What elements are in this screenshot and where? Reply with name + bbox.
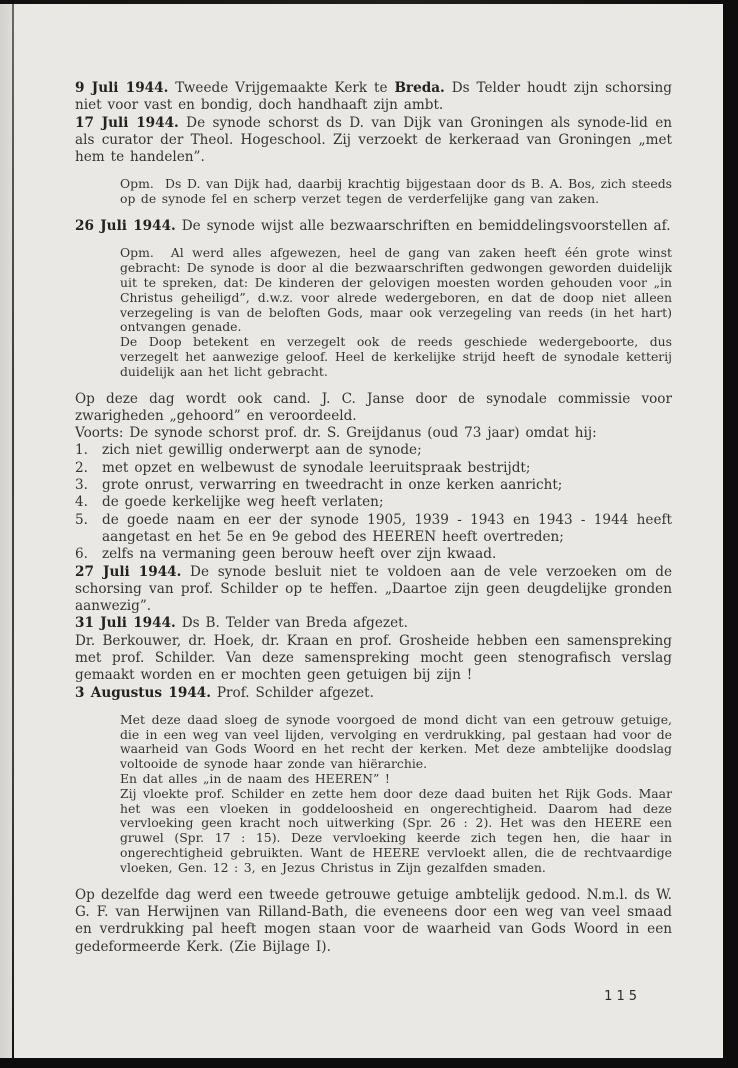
- paragraph: Opm. Al werd alles afgewezen, heel de gang van zaken heeft één grote winst gebracht: De synode is door al die bezwaarschriften gedwongen geworden duidelijk uit te spreken, dat: De kinderen der gelovigen moesten worden gehouden voor „in Christus geheiligd”, d.w.z. voor alrede wedergeboren, en dat de doop niet alleen verzegeling is van de beloften Gods, maar ook verzegeling van reeds (in het hart) ontvangen genade.: [120, 245, 672, 335]
- paragraph: Op dezelfde dag werd een tweede getrouwe getuige ambtelijk gedood. N.m.l. ds W. G. F. van Herwijnen van Rilland-Bath, die eveneens door een weg van veel smaad en verdrukking pal heeft mogen staan voor de waarheid van Gods Woord in een gedeformeerde Kerk. (Zie Bijlage I).: [75, 886, 672, 955]
- paragraph: De Doop betekent en verzegelt ook de reeds geschiede wedergeboorte, dus verzegelt het aanwezige geloof. Heel de kerkelijke strijd heeft de synodale ketterij duidelijk aan het licht gebracht.: [120, 334, 672, 379]
- list-text: met opzet en welbewust de synodale leeruitspraak bestrijdt;: [102, 459, 531, 476]
- page-content: [75, 80, 672, 1005]
- paragraph-block: [75, 218, 672, 235]
- list-number: 3.: [75, 477, 88, 494]
- paragraph-block: [75, 887, 672, 956]
- paragraph-block: [75, 391, 672, 426]
- page-number: 115: [604, 988, 641, 1004]
- note-block: [120, 246, 672, 379]
- paragraph: Dr. Berkouwer, dr. Hoek, dr. Kraan en prof. Grosheide hebben een samenspreking met prof. Schilder. Van deze samenspreking mocht geen stenografisch verslag gemaakt worden en er mochten geen getuigen bij zijn !: [75, 632, 672, 684]
- scan-left-margin-strip: [0, 0, 12, 1068]
- paragraph: Zij vloekte prof. Schilder en zette hem door deze daad buiten het Rijk Gods. Maar het was een vloeken in goddeloosheid en ongerechtigheid. Daarom had deze vervloeking geen kracht noch uitwerking (Spr. 26 : 2). Het was den HEERE een gruwel (Spr. 17 : 15). Deze vervloeking keerde zich tegen hen, die haar in ongerechtigheid gebruikten. Want de HEERE vervloekt allen, die de rechtvaardige vloeken, Gen. 12 : 3, en Jezus Christus in Zijn gezalfden smaden.: [120, 785, 672, 875]
- list-item: [75, 546, 672, 563]
- list-item: [75, 494, 672, 511]
- paragraph: Opm. Ds D. van Dijk had, daarbij krachtig bijgestaan door ds B. A. Bos, zich steeds op de synode fel en scherp verzet tegen de verderfelijke gang van zaken.: [120, 176, 672, 207]
- list-text: zelfs na vermaning geen berouw heeft over zijn kwaad.: [102, 546, 497, 563]
- paragraph: 9 Juli 1944. Tweede Vrijgemaakte Kerk te Breda. Ds Telder houdt zijn schorsing niet voor vast en bondig, doch handhaaft zijn ambt.: [75, 80, 672, 114]
- scan-edge-top: [0, 0, 738, 4]
- page-edge-left-line: [12, 0, 14, 1068]
- list-item: [75, 477, 672, 494]
- paragraph: Voorts: De synode schorst prof. dr. S. Greijdanus (oud 73 jaar) omdat hij:: [75, 425, 597, 442]
- list-number: 6.: [75, 546, 88, 563]
- paragraph: En dat alles „in de naam des HEEREN” !: [120, 771, 390, 787]
- list-text: grote onrust, verwarring en tweedracht in onze kerken aanricht;: [102, 477, 563, 494]
- list-text: zich niet gewillig onderwerpt aan de synode;: [102, 442, 422, 459]
- paragraph: 31 Juli 1944. Ds B. Telder van Breda afgezet.: [75, 615, 408, 632]
- note-block: [120, 177, 672, 207]
- paragraph: 17 Juli 1944. De synode schorst ds D. van Dijk van Groningen als synode-lid en als curator der Theol. Hogeschool. Zij verzoekt de kerkeraad van Groningen „met hem te handelen”.: [75, 114, 672, 166]
- paragraph-block: [75, 564, 672, 616]
- paragraph-block: [75, 633, 672, 685]
- scan-edge-right: [723, 0, 738, 1068]
- content-flow: [75, 80, 672, 956]
- paragraph: Met deze daad sloeg de synode voorgoed de mond dicht van een getrouw getuige, die in een weg van veel lijden, vervolging en verdrukking, pal gestaan had voor de waarheid van Gods Woord en het recht der kerken. Met deze ambtelijke doodslag voltooide de synode haar zonde van hiërarchie.: [120, 711, 672, 772]
- paragraph: 27 Juli 1944. De synode besluit niet te voldoen aan de vele verzoeken om de schorsing van prof. Schilder op te heffen. „Daartoe zijn geen deugdelijke gronden aanwezig”.: [75, 563, 672, 615]
- list-text: de goede kerkelijke weg heeft verlaten;: [102, 494, 384, 511]
- list-number: 5.: [75, 511, 88, 528]
- paragraph: 3 Augustus 1944. Prof. Schilder afgezet.: [75, 684, 374, 701]
- paragraph: 26 Juli 1944. De synode wijst alle bezwaarschriften en bemiddelingsvoorstellen af.: [75, 218, 671, 235]
- list-number: 4.: [75, 494, 88, 511]
- note-block: [120, 713, 672, 876]
- scan-edge-bottom: [0, 1058, 738, 1068]
- list-number: 1.: [75, 442, 88, 459]
- list-item: [75, 512, 672, 547]
- paragraph: Op deze dag wordt ook cand. J. C. Janse door de synodale commissie voor zwarigheden „gehoord” en veroordeeld.: [75, 390, 672, 424]
- paragraph-block: [75, 80, 672, 115]
- list-item: [75, 460, 672, 477]
- paragraph-block: [75, 615, 672, 632]
- paragraph-block: [75, 685, 672, 702]
- list-number: 2.: [75, 459, 88, 476]
- paragraph-block: [75, 425, 672, 442]
- list-text: de goede naam en eer der synode 1905, 1939 - 1943 en 1943 - 1944 heeft aangetast en het 5e en 9e gebod des HEEREN heeft overtreden;: [102, 511, 672, 545]
- paragraph-block: [75, 115, 672, 167]
- list-item: [75, 442, 672, 459]
